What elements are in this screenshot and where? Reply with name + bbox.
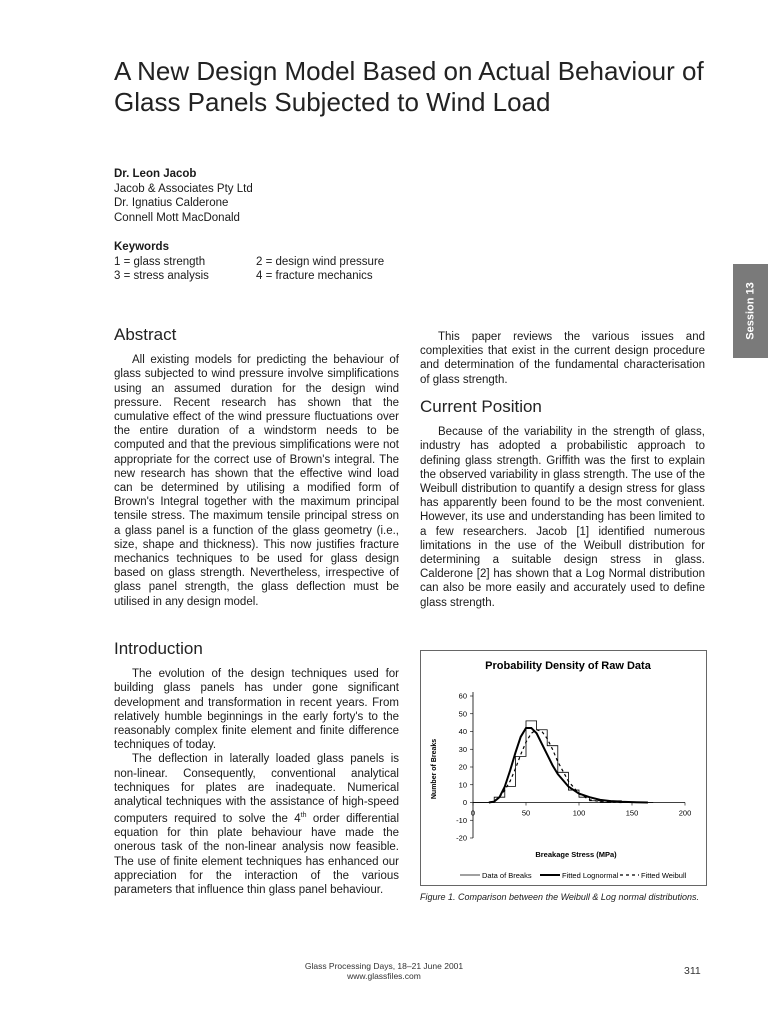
right-intro-section	[420, 330, 705, 387]
x-tick-label: 200	[678, 808, 692, 818]
y-tick-label: 10	[458, 780, 467, 790]
page-number: 311	[684, 965, 701, 977]
keyword-item: 3 = stress analysis	[114, 270, 209, 282]
y-tick-label: -20	[456, 833, 467, 843]
author-block	[114, 167, 253, 225]
introduction-paragraph: The evolution of the design techniques used for building glass panels has under gone significant development and transformation in recent years. From relatively humble beginnings in the early forty's to the reasonably complex finite element and finite difference techniques of today.	[114, 668, 399, 752]
y-tick-label: 0	[462, 798, 467, 807]
figure-1	[420, 650, 707, 886]
legend-label: Data of Breaks	[482, 871, 532, 880]
introduction-heading: Introduction	[114, 639, 203, 658]
legend-label: Fitted Weibull	[641, 871, 687, 880]
superscript: th	[300, 812, 307, 820]
author-name: Dr. Leon Jacob	[114, 168, 197, 180]
right-intro-text: This paper reviews the various issues and complexities that exist in the current design procedure and determination of the fundamental characterisation of glass strength.	[420, 331, 705, 386]
author-name: Dr. Ignatius Calderone	[114, 197, 229, 209]
footer-url: www.glassfiles.com	[347, 971, 421, 981]
y-tick-label: -10	[456, 815, 467, 825]
series-data-of-breaks	[473, 721, 653, 803]
introduction-paragraph	[114, 752, 399, 897]
current-position-heading: Current Position	[420, 397, 542, 416]
text-run: order differential equation for thin plate behaviour have made the onerous task of the non-linear analysis now feasible. The use of finite element techniques has enhanced our appreciation for the interaction of the various parameters that influence thin glass panel behaviour.	[114, 813, 399, 897]
y-tick-label: 30	[458, 744, 467, 754]
abstract-text: All existing models for predicting the behaviour of glass subjected to wind pressure involve simplifications using an assumed duration for the design wind pressure. Recent research has shown that the cumulative effect of the wind pressure fluctuations over the entire duration of a windstorm needs to be computed and that the previous simplifications were not appropriate for the correct use of Brown's integral. The new research has shown that the effective wind load can be determined by utilising a modified form of Brown's Integral together with the maximum principal tensile stress. The maximum tensile principal stress on a glass panel is a function of the glass geometry (i.e., size, shape and thickness). This now justifies fracture mechanics techniques to be used for glass design based on glass strength. Nevertheless, irrespective of glass panel strength, the glass deflection must be utilised in any design model.	[114, 354, 399, 608]
figure-caption: Figure 1. Comparison between the Weibull & Log normal distributions.	[420, 892, 699, 902]
text-run: The deflection in laterally loaded glass panels is non-linear. Consequently, conventional analytical techniques for plates are inadequate. Numerical analytical techniques with the assistance of high-speed computers required to solve the 4	[114, 753, 399, 826]
abstract-heading: Abstract	[114, 325, 177, 344]
current-position-section	[420, 397, 705, 610]
y-tick-label: 20	[458, 762, 467, 772]
session-tab	[733, 264, 768, 358]
keyword-item: 2 = design wind pressure	[256, 255, 385, 268]
page-footer	[0, 961, 768, 981]
chart-xlabel: Breakage Stress (MPa)	[535, 850, 617, 859]
footer-conference: Glass Processing Days, 18–21 June 2001	[304, 961, 464, 971]
series-fitted-lognormal	[489, 728, 648, 803]
y-tick-label: 60	[458, 691, 467, 701]
legend-label: Fitted Lognormal	[562, 871, 619, 880]
current-position-text: Because of the variability in the strength of glass, industry has adopted a probabilistic approach to defining glass strength. Griffith was the first to explain the observed variability in glass strength. The use of the Weibull distribution to quantify a design stress for glass has apparently been found to be the most convenient. However, its use and understanding has been limited to a few researchers. Jacob [1] identified numerous limitations in the use of the Weibull distribution for determining a suitable design stress in glass. Calderone [2] has shown that a Log Normal distribution can also be more easily and accurately used to define glass strength.	[420, 426, 705, 609]
chart-svg	[421, 651, 706, 885]
keyword-item: 4 = fracture mechanics	[256, 270, 373, 282]
abstract-section	[114, 325, 399, 609]
introduction-section	[114, 639, 399, 897]
y-tick-label: 40	[458, 727, 467, 736]
x-tick-label: 0	[470, 808, 476, 818]
x-tick-label: 100	[572, 808, 586, 818]
keyword-item: 1 = glass strength	[114, 255, 206, 268]
keywords-block	[114, 240, 416, 284]
author-affiliation: Jacob & Associates Pty Ltd	[114, 182, 253, 195]
keywords-heading: Keywords	[114, 241, 169, 253]
series-fitted-weibull	[489, 730, 622, 803]
author-affiliation: Connell Mott MacDonald	[114, 211, 240, 224]
y-tick-label: 50	[458, 709, 467, 719]
chart-title: Probability Density of Raw Data	[485, 660, 651, 672]
page-title: A New Design Model Based on Actual Behaviour of Glass Panels Subjected to Wind Load	[114, 56, 704, 117]
x-tick-label: 150	[625, 808, 639, 818]
chart-legend	[460, 871, 687, 880]
x-tick-label: 50	[521, 808, 531, 818]
chart-ylabel: Number of Breaks	[431, 738, 438, 800]
session-label: Session 13	[744, 282, 757, 340]
